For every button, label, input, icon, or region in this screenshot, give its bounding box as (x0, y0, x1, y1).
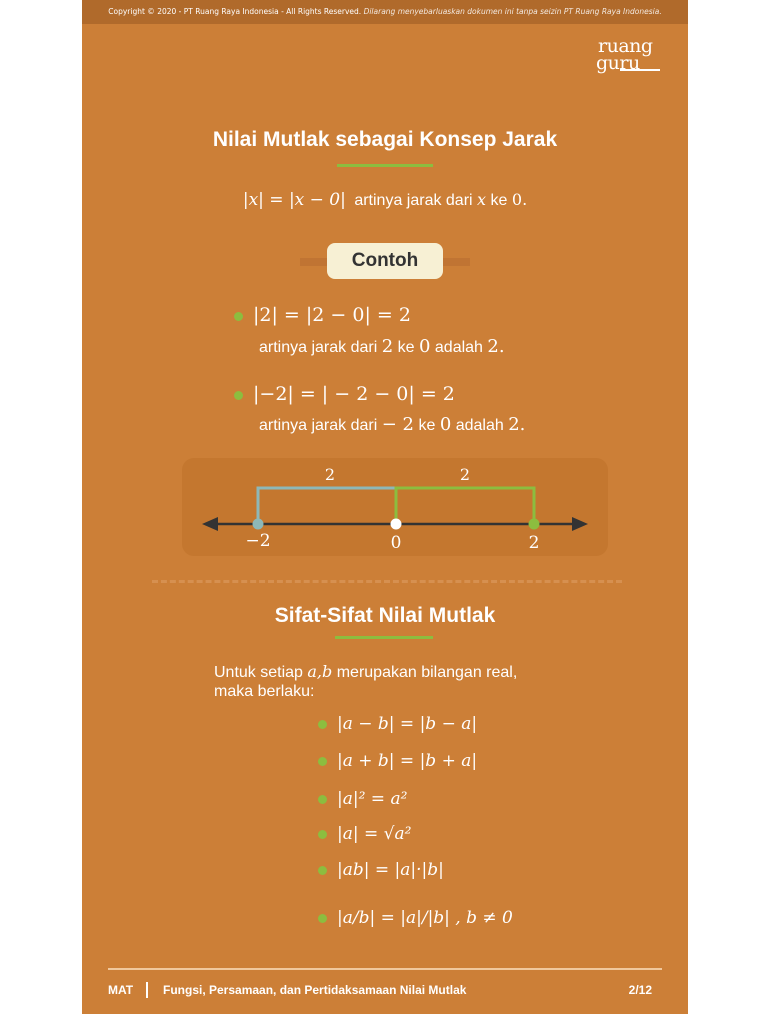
example-1-equation: |2| = |2 − 0| = 2 (234, 304, 411, 326)
number-line-panel (182, 458, 608, 556)
ruangguru-logo (596, 35, 662, 74)
number-line-diagram (182, 458, 608, 556)
title-underline (337, 164, 433, 167)
definition-var: x (477, 190, 487, 209)
document-page (82, 0, 688, 1014)
bullet-icon (318, 830, 327, 839)
bullet-icon (318, 795, 327, 804)
axis-left-arrow-icon (202, 517, 218, 531)
logo-line2: guru (596, 52, 640, 74)
right-distance-bracket (396, 488, 534, 522)
property-4: |a| = √a² (318, 824, 411, 844)
definition-line (222, 190, 548, 210)
footer-separator (146, 982, 148, 998)
property-3: |a|² = a² (318, 789, 407, 809)
definition-formula: |x| = |x − 0| (242, 190, 346, 210)
definition-text: artinya jarak dari (354, 192, 473, 209)
left-distance-bracket (258, 488, 396, 522)
footer-subject: MAT (108, 983, 134, 997)
left-distance-label: 2 (324, 465, 336, 484)
bullet-icon (318, 757, 327, 766)
bullet-icon (234, 312, 243, 321)
bullet-icon (318, 866, 327, 875)
bullet-icon (318, 720, 327, 729)
axis-right-arrow-icon (572, 517, 588, 531)
footer-divider (108, 968, 662, 970)
intro-line-1: Untuk setiap a,b merupakan bilangan real, (214, 662, 518, 681)
property-5: |ab| = |a|·|b| (318, 860, 444, 880)
point-2 (529, 519, 540, 530)
logo-line1: ruang (598, 35, 653, 57)
intro-line-2: maka berlaku: (214, 683, 315, 700)
example-1-explanation: artinya jarak dari 2 ke 0 adalah 2. (259, 336, 505, 357)
tick-label-2: 2 (528, 533, 540, 553)
section1-title: Nilai Mutlak sebagai Konsep Jarak (212, 128, 558, 151)
definition-ke: ke (490, 192, 508, 209)
tick-label-minus-2: −2 (245, 531, 271, 551)
copyright-bar (82, 0, 688, 24)
page-number: 2/12 (628, 983, 652, 997)
property-6: |a/b| = |a|/|b| , b ≠ 0 (318, 908, 513, 928)
contoh-label: Contoh (327, 243, 443, 279)
example-2-explanation: artinya jarak dari − 2 ke 0 adalah 2. (259, 414, 526, 435)
definition-zero: 0. (511, 190, 528, 209)
property-2: |a + b| = |b + a| (318, 751, 477, 771)
right-distance-label: 2 (459, 465, 471, 484)
tick-label-0: 0 (390, 533, 402, 553)
section2-title: Sifat-Sifat Nilai Mutlak (274, 604, 496, 627)
footer (108, 978, 662, 1002)
example-2-equation: |−2| = | − 2 − 0| = 2 (234, 383, 455, 405)
section-divider (152, 580, 622, 583)
point-minus-2 (253, 519, 264, 530)
footer-topic: Fungsi, Persamaan, dan Pertidaksamaan Nilai Mutlak (163, 983, 467, 997)
copyright-text: Copyright © 2020 - PT Ruang Raya Indonesia - All Rights Reserved. (108, 7, 362, 16)
bullet-icon (318, 914, 327, 923)
bullet-icon (234, 391, 243, 400)
copyright-notice: Dilarang menyebarluaskan dokumen ini tanpa seizin PT Ruang Raya Indonesia. (363, 7, 662, 16)
property-1: |a − b| = |b − a| (318, 714, 477, 734)
point-0 (391, 519, 402, 530)
section2-underline (335, 636, 433, 639)
